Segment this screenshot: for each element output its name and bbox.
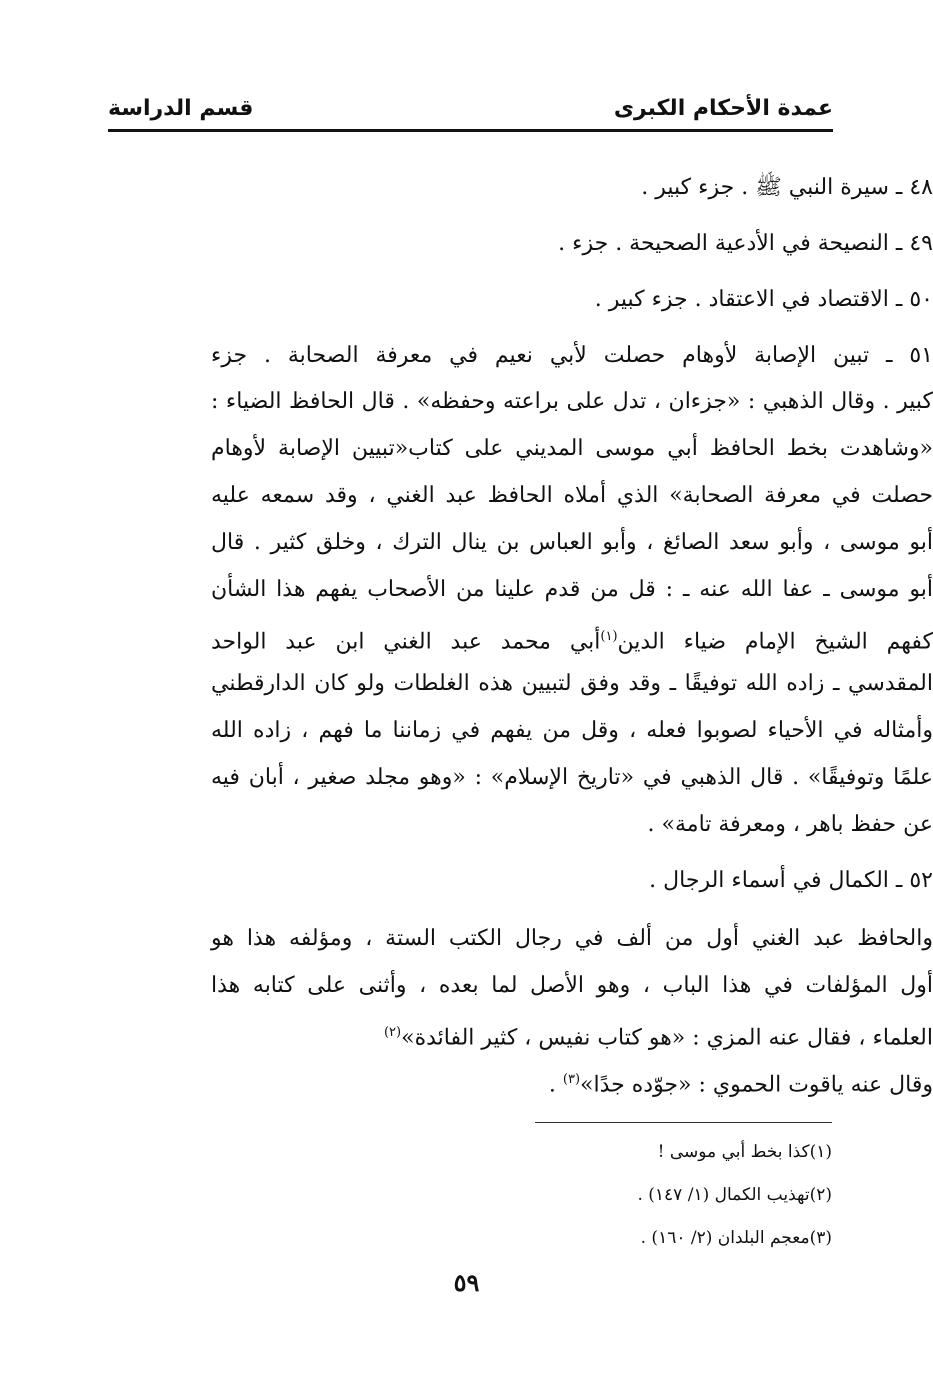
paragraph-line [211, 622, 933, 657]
paragraph-line: والحافظ عبد الغني أول من ألف في رجال الكتب الستة ، ومؤلفه هذا هو [211, 926, 933, 951]
list-item-51: ٥١ ـ تبين الإصابة لأوهام حصلت لأبي نعيم في معرفة الصحابة . جزء [211, 343, 933, 368]
paragraph-line: أبو موسى ، وأبو سعد الصائغ ، وأبو العباس بن ينال الترك ، وخلق كثير . قال [211, 530, 933, 555]
line-segment: العلماء ، فقال عنه المزي : «هو كتاب نفيس ، كثير الفائدة» [401, 1025, 933, 1051]
book-title: عمدة الأحكام الكبرى [613, 96, 833, 121]
footnote-1: (١)كذا بخط أبي موسى ! [657, 1142, 832, 1162]
footnote-ref-1: (١) [600, 629, 618, 644]
line-segment: . [548, 1072, 563, 1098]
running-header [108, 96, 833, 126]
paragraph-line: كبير . وقال الذهبي : «جزءان ، تدل على براعته وحفظه» . قال الحافظ الضياء : [211, 389, 933, 414]
footnote-ref-2: (٢) [383, 1025, 402, 1040]
section-title: قسم الدراسة [108, 96, 254, 121]
paragraph-line: علمًا وتوفيقًا» . قال الذهبي في «تاريخ الإسلام» : «وهو مجلد صغير ، أبان فيه [211, 765, 933, 790]
list-item-50: ٥٠ ـ الاقتصاد في الاعتقاد . جزء كبير . [594, 287, 933, 312]
line-segment: أبي محمد عبد الغني ابن عبد الواحد [211, 629, 601, 655]
paragraph-line: أبو موسى ـ عفا الله عنه ـ : قل من قدم علينا من الأصحاب يفهم هذا الشأن [211, 577, 933, 602]
footnote-3: (٣)معجم البلدان (٢/ ١٦٠) . [640, 1228, 832, 1248]
paragraph-line: عن حفظ باهر ، ومعرفة تامة» . [647, 812, 933, 837]
paragraph-line [211, 1018, 933, 1053]
paragraph-line: المقدسي ـ زاده الله توفيقًا ـ وقد وفق لتبيين هذه الغلطات ولو كان الدارقطني [211, 671, 933, 696]
list-item-49: ٤٩ ـ النصيحة في الأدعية الصحيحة . جزء . [558, 231, 933, 256]
list-item-48: ٤٨ ـ سيرة النبي ﷺ . جزء كبير . [641, 175, 933, 200]
footnote-ref-3: (٣) [562, 1072, 581, 1087]
page-number: ٥٩ [453, 1268, 480, 1297]
paragraph-line: وأمثاله في الأحياء لصوبوا فعله ، وقل من يفهم في زماننا ما فهم ، زاده الله [211, 718, 933, 743]
paragraph-line [233, 1065, 933, 1100]
list-item-52: ٥٢ ـ الكمال في أسماء الرجال . [649, 868, 933, 893]
line-segment: كفهم الشيخ الإمام ضياء الدين [617, 629, 933, 655]
paragraph-line: حصلت في معرفة الصحابة» الذي أملاه الحافظ عبد الغني ، وقد سمعه عليه [211, 483, 933, 508]
paragraph-line: أول المؤلفات في هذا الباب ، وهو الأصل لما بعده ، وأثنى على كتابه هذا [211, 973, 933, 998]
footnote-2: (٢)تهذيب الكمال (١/ ١٤٧) . [637, 1185, 832, 1205]
header-rule [108, 129, 833, 132]
paragraph-line: «وشاهدت بخط الحافظ أبي موسى المديني على كتاب«تبيين الإصابة لأوهام [211, 436, 933, 461]
footnote-rule [535, 1122, 832, 1123]
line-segment: وقال عنه ياقوت الحموي : «جوّده جدًا» [580, 1072, 933, 1098]
